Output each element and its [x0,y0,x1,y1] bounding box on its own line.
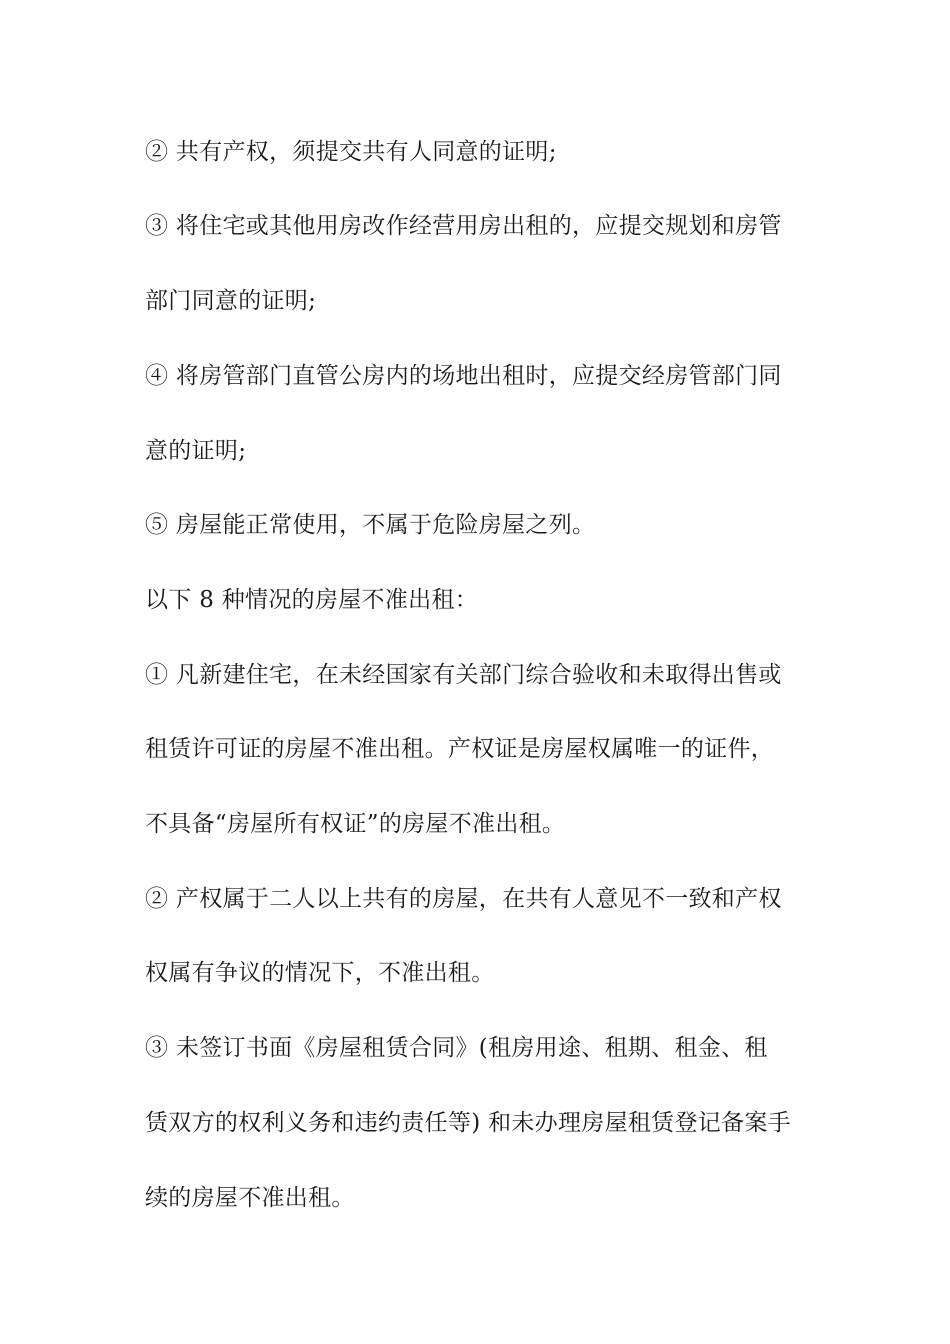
text-line: ④ 将房管部门直管公房内的场地出租时，应提交经房管部门同 [145,363,782,389]
text-line: 以下 8 种情况的房屋不准出租： [145,587,479,613]
text-line: 部门同意的证明; [145,288,317,314]
text-line: ① 凡新建住宅，在未经国家有关部门综合验收和未取得出售或 [145,662,782,688]
text-line: ③ 将住宅或其他用房改作经营用房出租的，应提交规划和房管 [145,213,782,239]
text-line: 不具备“房屋所有权证”的房屋不准出租。 [145,811,566,837]
text-line: ② 共有产权，须提交共有人同意的证明; [145,139,557,165]
text-line: ⑤ 房屋能正常使用，不属于危险房屋之列。 [145,512,596,538]
text-line: 续的房屋不准出租。 [145,1185,355,1211]
text-line: 租赁许可证的房屋不准出租。产权证是房屋权属唯一的证件， [145,736,775,762]
text-line: 赁双方的权利义务和违约责任等) 和未办理房屋租赁登记备案手 [145,1110,791,1136]
text-line: 意的证明; [145,438,247,464]
text-line: ② 产权属于二人以上共有的房屋，在共有人意见不一致和产权 [145,886,782,912]
text-line: ③ 未签订书面《房屋租赁合同》(租房用途、租期、租金、租 [145,1035,768,1061]
text-line: 权属有争议的情况下，不准出租。 [145,960,495,986]
